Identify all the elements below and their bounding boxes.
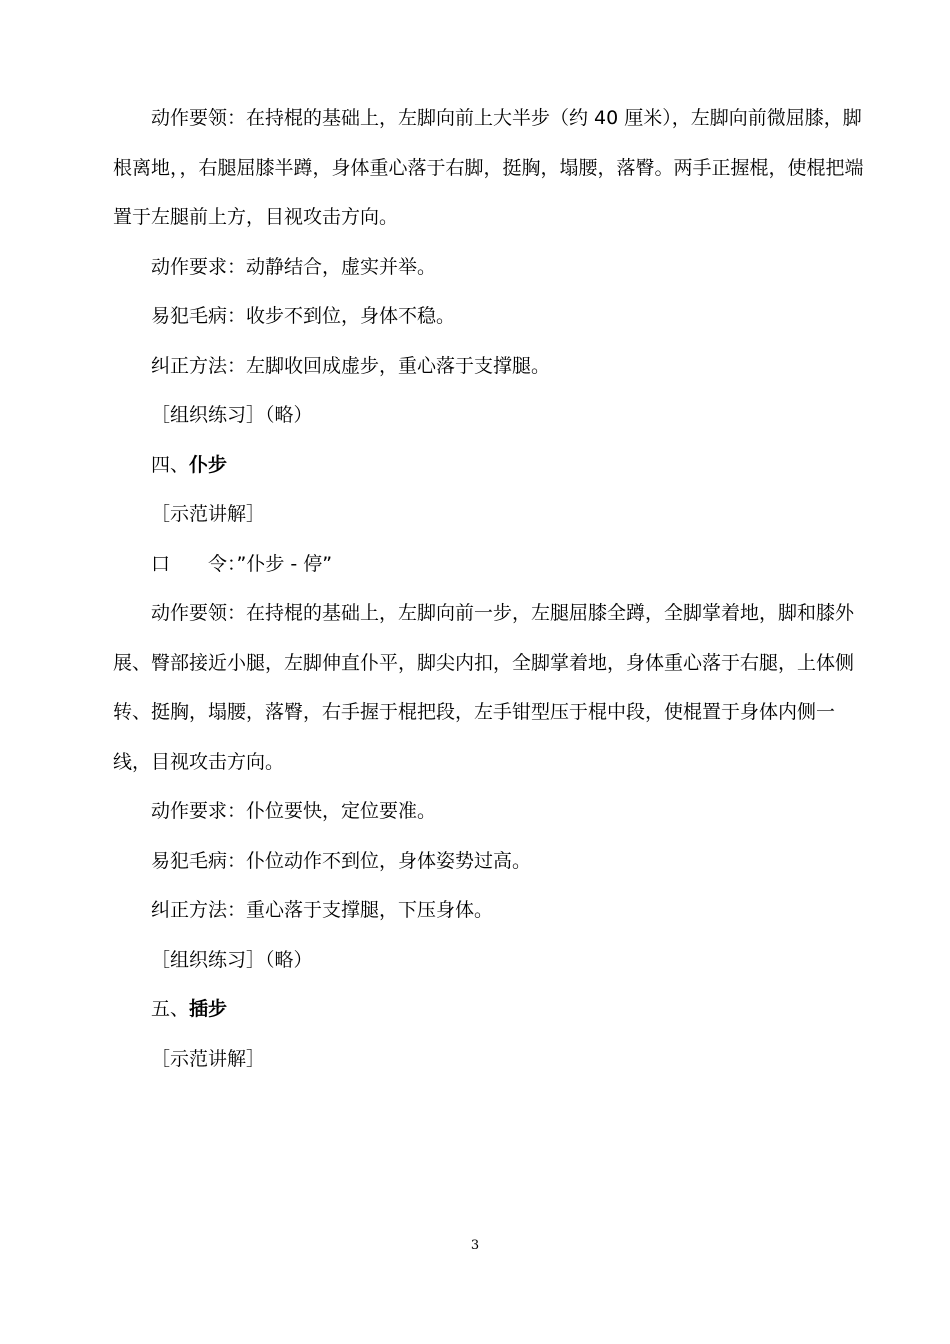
paragraph-action-requirements-1: 动作要求：动静结合，虚实并举。	[151, 255, 437, 278]
paragraph-action-requirements-2: 动作要求：仆位要快，定位要准。	[151, 800, 437, 822]
paragraph-correction-method-1: 纠正方法：左脚收回成虚步，重心落于支撑腿。	[151, 354, 551, 377]
page-content	[113, 94, 871, 1084]
page-number: 3	[470, 1238, 480, 1253]
paragraph-demonstration-2: ［示范讲解］	[151, 1047, 266, 1070]
section-heading-5	[113, 985, 871, 1035]
paragraph-demonstration-1: ［示范讲解］	[151, 503, 266, 525]
paragraph-common-mistakes-1: 易犯毛病：收步不到位，身体不稳。	[151, 305, 456, 327]
section-heading-5-number: 五、	[151, 998, 190, 1020]
paragraph-command	[113, 540, 871, 590]
paragraph-common-mistakes-2: 易犯毛病：仆位动作不到位，身体姿势过高。	[151, 849, 532, 872]
paragraph-action-essentials-2: 动作要领：在持棍的基础上，左脚向前一步，左腿屈膝全蹲，全脚掌着地，脚和膝外展、臀部接近小腿，左脚伸直仆平，脚尖内扣，全脚掌着地，身体重心落于右腿，上体侧转、挺胸，塌腰，落臀，右手握于棍把段，左手钳型压于棍中段，使棍置于身体内侧一线，目视攻击方向。	[113, 602, 855, 773]
section-heading-4-number: 四、	[151, 453, 190, 476]
command-label-right: 令：”仆步 - 停”	[208, 552, 333, 575]
section-heading-5-title: 插步	[189, 998, 228, 1020]
section-heading-4-title: 仆步	[189, 453, 228, 476]
paragraph-action-essentials-1: 动作要领：在持棍的基础上，左脚向前上大半步（约 40 厘米），左脚向前微屈膝，脚根离地，，右腿屈膝半蹲，身体重心落于右脚，挺胸，塌腰，落臀。两手正握棍，使棍把端置于左腿前上方，目视攻击方向。	[113, 107, 864, 228]
command-label-left: 口	[151, 552, 171, 575]
paragraph-organized-practice-2: ［组织练习］（略）	[151, 948, 313, 971]
section-heading-4	[113, 441, 871, 491]
paragraph-correction-method-2: 纠正方法：重心落于支撑腿，下压身体。	[151, 899, 494, 921]
paragraph-organized-practice-1: ［组织练习］（略）	[151, 404, 313, 426]
